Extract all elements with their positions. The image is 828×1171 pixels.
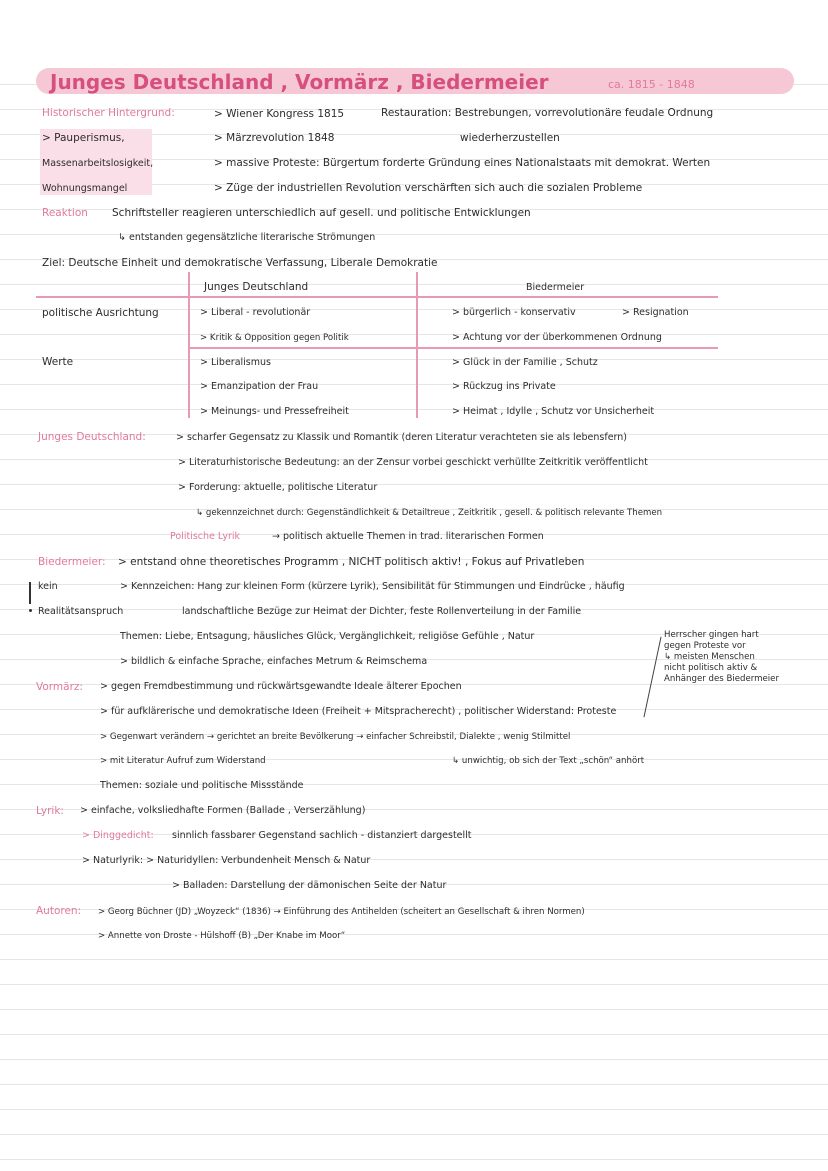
hintergrund-item-2: > Märzrevolution 1848 — [214, 132, 335, 144]
table-cell: > Resignation — [622, 307, 689, 318]
jd-line: ↳ gekennzeichnet durch: Gegenständlichkeit & Detailtreue , Zeitkritik , gesell. & politisch relevante Themen — [196, 508, 663, 518]
bm-line: Themen: Liebe, Entsagung, häusliches Glück, Vergänglichkeit, religiöse Gefühle , Natur — [120, 631, 535, 642]
vm-line: > gegen Fremdbestimmung und rückwärtsgewandte Ideale älterer Epochen — [100, 681, 462, 692]
reaktion-sub: ↳ entstanden gegensätzliche literarische Strömungen — [118, 232, 376, 243]
table-header-rule — [36, 296, 718, 298]
table-cell: > Liberalismus — [200, 357, 271, 368]
bm-line: landschaftliche Bezüge zur Heimat der Dichter, feste Rollenverteilung in der Familie — [182, 606, 582, 617]
table-divider-2 — [416, 272, 418, 418]
jd-line: > Forderung: aktuelle, politische Literatur — [178, 482, 378, 493]
vm-label: Vormärz: — [36, 681, 83, 693]
exclamation-mark — [29, 582, 31, 604]
page-title: Junges Deutschland , Vormärz , Biedermeier — [50, 70, 549, 94]
bm-note: gegen Proteste vor — [664, 641, 746, 651]
autoren-line: > Georg Büchner (JD) „Woyzeck“ (1836) → Einführung des Antihelden (scheitert an Gesellschaft & ihren Normen) — [98, 907, 585, 917]
bm-line: > Kennzeichen: Hang zur kleinen Form (kürzere Lyrik), Sensibilität für Stimmungen und Eindrücke , häufig — [120, 581, 625, 592]
dinggedicht-label: > Dinggedicht: — [82, 830, 154, 841]
table-header-bm: Biedermeier — [526, 282, 585, 293]
bm-note: ↳ meisten Menschen — [664, 652, 755, 662]
jd-label: Junges Deutschland: — [38, 431, 146, 443]
reaktion-text: Schriftsteller reagieren unterschiedlich auf gesell. und politische Entwicklungen — [112, 207, 531, 219]
autoren-label: Autoren: — [36, 905, 82, 917]
table-header-jd: Junges Deutschland — [204, 281, 309, 293]
hintergrund-item-4: > Züge der industriellen Revolution verschärften sich auch die sozialen Probleme — [214, 182, 643, 194]
bm-label: Biedermeier: — [38, 556, 106, 568]
table-cell: > Achtung vor der überkommenen Ordnung — [452, 332, 662, 343]
side-note-1: > Pauperismus, — [42, 132, 125, 144]
bm-line: > entstand ohne theoretisches Programm , NICHT politisch aktiv! , Fokus auf Privatleben — [118, 556, 585, 568]
vm-line: Themen: soziale und politische Missstände — [100, 780, 304, 791]
bm-side-note: kein — [38, 581, 58, 592]
vm-line: > mit Literatur Aufruf zum Widerstand — [100, 756, 266, 766]
table-cell: > Meinungs- und Pressefreiheit — [200, 406, 349, 417]
restauration-text-2: wiederherzustellen — [460, 132, 560, 144]
table-cell: > bürgerlich - konservativ — [452, 307, 576, 318]
jd-line: → politisch aktuelle Themen in trad. literarischen Formen — [272, 531, 544, 542]
date-range: ca. 1815 - 1848 — [608, 78, 695, 91]
lyrik-line: sinnlich fassbarer Gegenstand sachlich - distanziert dargestellt — [172, 830, 472, 841]
vm-line: ↳ unwichtig, ob sich der Text „schön“ anhört — [452, 756, 645, 766]
lyrik-label: Lyrik: — [36, 805, 64, 817]
bm-note: nicht politisch aktiv & — [664, 663, 758, 673]
restauration-text: Restauration: Bestrebungen, vorrevolutionäre feudale Ordnung — [381, 107, 714, 119]
bm-note: Anhänger des Biedermeier — [664, 674, 780, 684]
side-note-3: Wohnungsmangel — [42, 183, 128, 194]
table-row-rule — [188, 347, 718, 349]
jd-line: > scharfer Gegensatz zu Klassik und Romantik (deren Literatur verachteten sie als lebensfern) — [176, 432, 628, 443]
lyrik-line: > Balladen: Darstellung der dämonischen Seite der Natur — [172, 880, 447, 891]
vm-line: > Gegenwart verändern → gerichtet an breite Bevölkerung → einfacher Schreibstil, Dialekte , wenig Stilmittel — [100, 732, 571, 742]
lyrik-line: > einfache, volksliedhafte Formen (Ballade , Verserzählung) — [80, 805, 366, 816]
table-cell: > Rückzug ins Private — [452, 381, 556, 392]
jd-line: > Literaturhistorische Bedeutung: an der Zensur vorbei geschickt verhüllte Zeitkritik veröffentlicht — [178, 457, 648, 468]
vm-line: > für aufklärerische und demokratische Ideen (Freiheit + Mitspracherecht) , politischer Widerstand: Proteste — [100, 706, 617, 717]
table-row-label-2: Werte — [42, 356, 74, 368]
bm-side-note: Realitätsanspruch — [38, 606, 124, 617]
table-divider-1 — [188, 272, 190, 418]
side-note-2: Massenarbeitslosigkeit, — [42, 158, 154, 169]
table-cell: > Kritik & Opposition gegen Politik — [200, 333, 349, 343]
politische-lyrik-label: Politische Lyrik — [170, 531, 240, 542]
hintergrund-item-1: > Wiener Kongress 1815 — [214, 108, 345, 120]
exclamation-dot — [29, 609, 32, 612]
reaktion-label: Reaktion — [42, 207, 88, 219]
arrow-connector — [643, 637, 661, 717]
hintergrund-label: Historischer Hintergrund: — [42, 107, 175, 119]
lyrik-line: > Naturlyrik: > Naturidyllen: Verbundenheit Mensch & Natur — [82, 855, 371, 866]
bm-line: > bildlich & einfache Sprache, einfaches Metrum & Reimschema — [120, 656, 428, 667]
table-cell: > Emanzipation der Frau — [200, 381, 319, 392]
table-cell: > Liberal - revolutionär — [200, 307, 311, 318]
hintergrund-item-3: > massive Proteste: Bürgertum forderte Gründung eines Nationalstaats mit demokrat. Werten — [214, 157, 711, 169]
ziel-text: Ziel: Deutsche Einheit und demokratische Verfassung, Liberale Demokratie — [42, 257, 438, 269]
table-cell: > Heimat , Idylle , Schutz vor Unsicherheit — [452, 406, 655, 417]
bm-note: Herrscher gingen hart — [664, 630, 759, 640]
table-row-label-1: politische Ausrichtung — [42, 307, 159, 319]
table-cell: > Glück in der Familie , Schutz — [452, 357, 598, 368]
autoren-line: > Annette von Droste - Hülshoff (B) „Der Knabe im Moor“ — [98, 931, 346, 941]
